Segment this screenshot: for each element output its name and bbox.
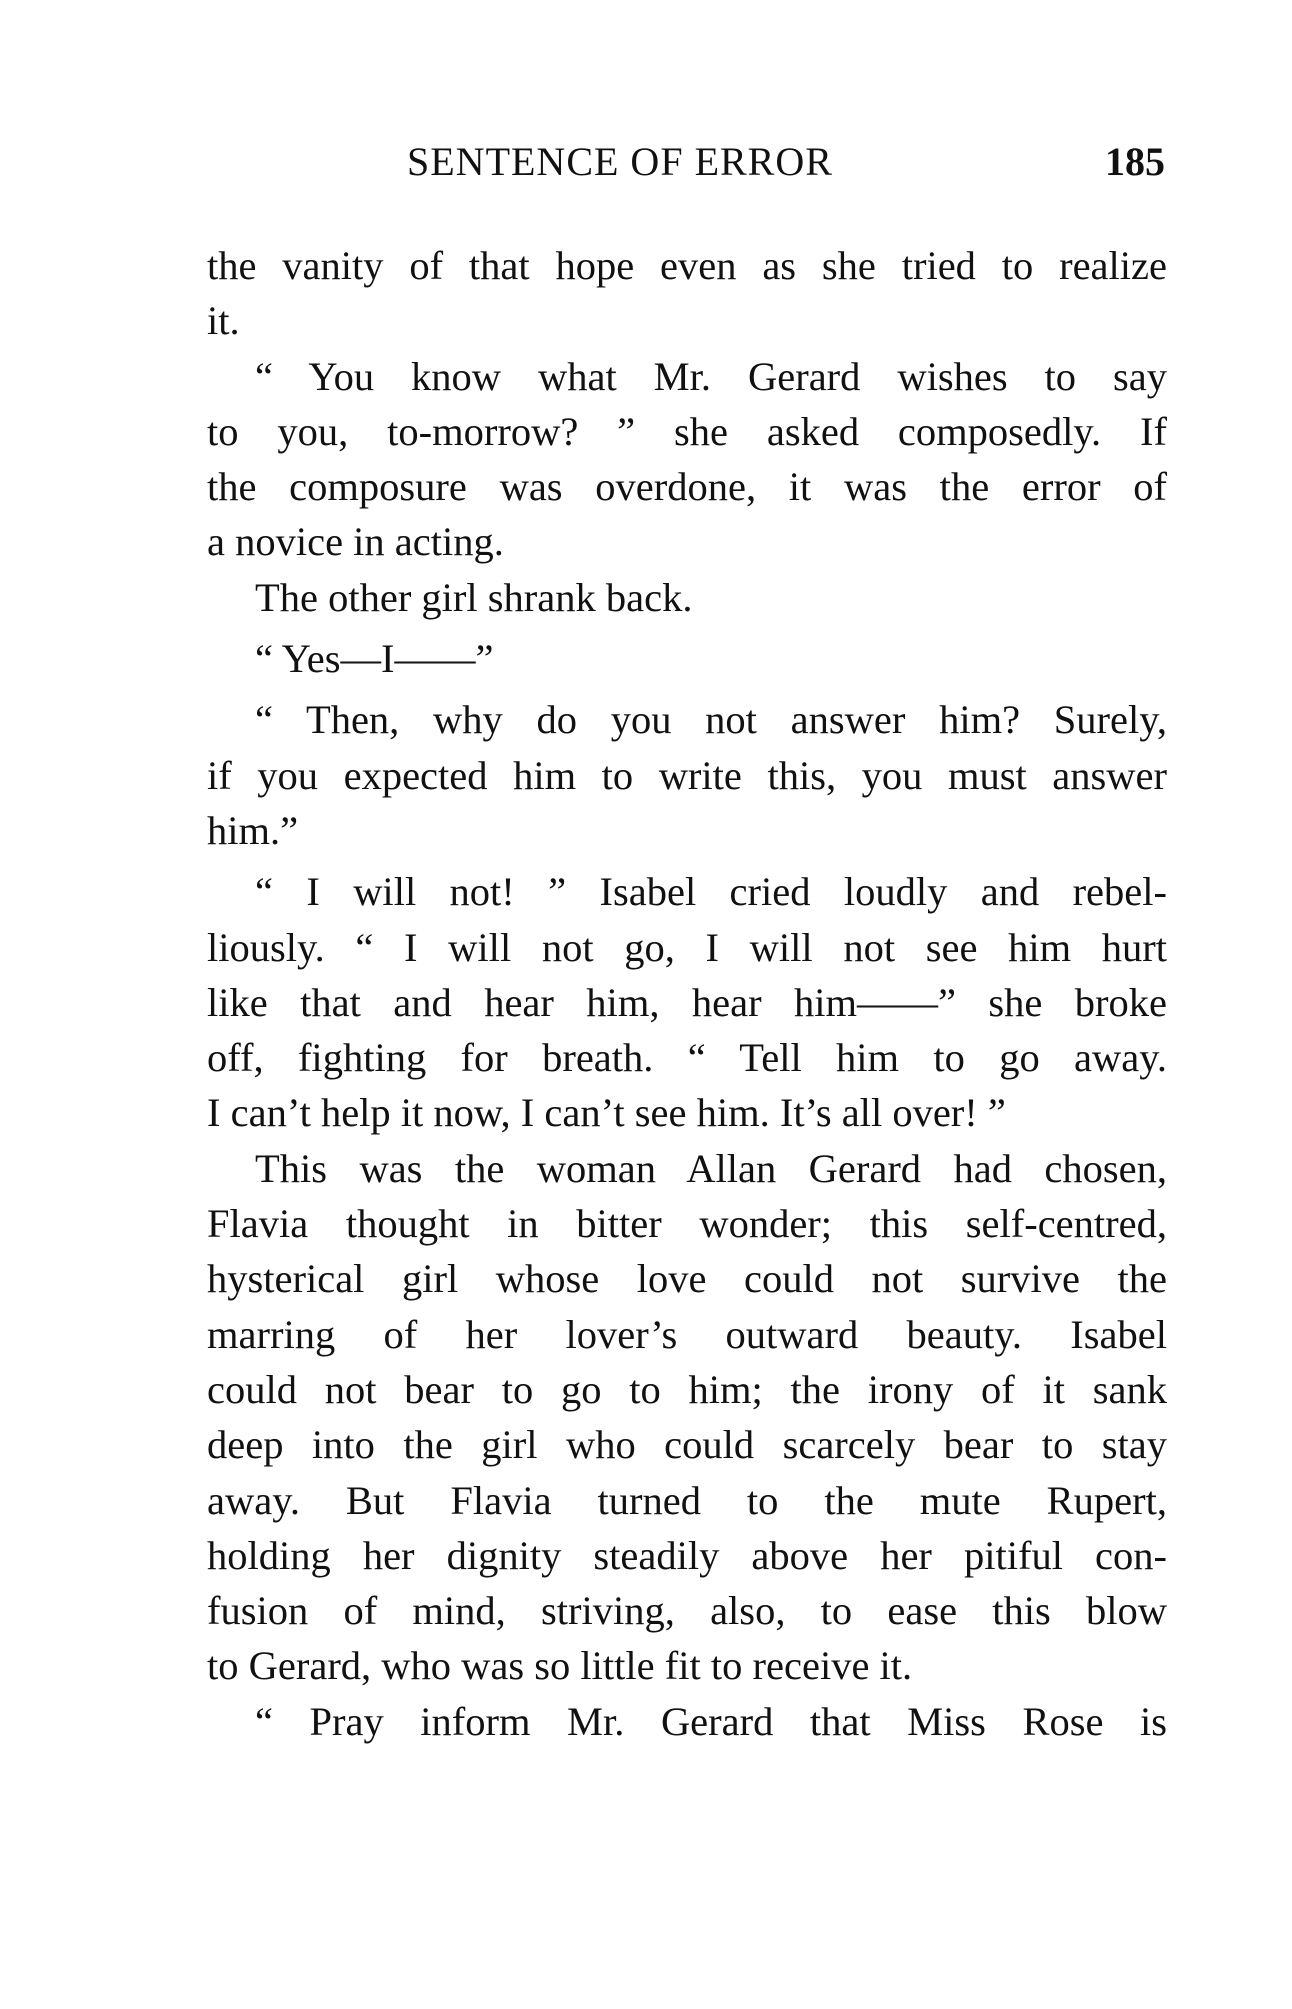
- page-number: 185: [1105, 139, 1165, 184]
- text-line: to you, to-morrow? ” she asked composedly. If: [207, 408, 1167, 454]
- text-line: “ Then, why do you not answer him? Surely,: [255, 697, 1167, 743]
- text-line: “ Yes—I——”: [255, 636, 494, 682]
- text-line: could not bear to go to him; the irony of it sank: [207, 1366, 1167, 1412]
- text-line: “ I will not! ” Isabel cried loudly and rebel-: [255, 869, 1167, 915]
- text-line: the composure was overdone, it was the error of: [207, 464, 1167, 510]
- text-line: the vanity of that hope even as she tried to realize: [207, 243, 1167, 288]
- text-line: I can’t help it now, I can’t see him. It’s all over! ”: [207, 1090, 1006, 1136]
- text-line: it.: [207, 298, 240, 344]
- text-line: deep into the girl who could scarcely bear to stay: [207, 1422, 1167, 1468]
- text-line: Flavia thought in bitter wonder; this self-centred,: [207, 1201, 1167, 1247]
- text-line: “ You know what Mr. Gerard wishes to say: [255, 353, 1167, 399]
- text-line: This was the woman Allan Gerard had chosen,: [255, 1145, 1167, 1191]
- text-line: marring of her lover’s outward beauty. Isabel: [207, 1311, 1167, 1357]
- text-line: The other girl shrank back.: [255, 574, 693, 620]
- text-line: to Gerard, who was so little fit to receive it.: [207, 1643, 913, 1689]
- running-title: SENTENCE OF ERROR: [407, 139, 833, 184]
- text-line: a novice in acting.: [207, 519, 504, 565]
- text-line: hysterical girl whose love could not survive the: [207, 1256, 1167, 1302]
- text-line: if you expected him to write this, you must answer: [207, 752, 1167, 798]
- running-head: [205, 138, 1165, 198]
- text-line: liously. “ I will not go, I will not see him hurt: [207, 924, 1167, 970]
- text-line: him.”: [207, 807, 299, 853]
- text-line: “ Pray inform Mr. Gerard that Miss Rose is: [255, 1698, 1167, 1744]
- text-line: away. But Flavia turned to the mute Rupert,: [207, 1477, 1167, 1523]
- text-line: fusion of mind, striving, also, to ease this blow: [207, 1588, 1167, 1634]
- body-text: [207, 238, 1167, 1749]
- text-line: like that and hear him, hear him——” she broke: [207, 979, 1167, 1025]
- text-line: holding her dignity steadily above her pitiful con-: [207, 1532, 1167, 1578]
- text-line: off, fighting for breath. “ Tell him to go away.: [207, 1035, 1167, 1081]
